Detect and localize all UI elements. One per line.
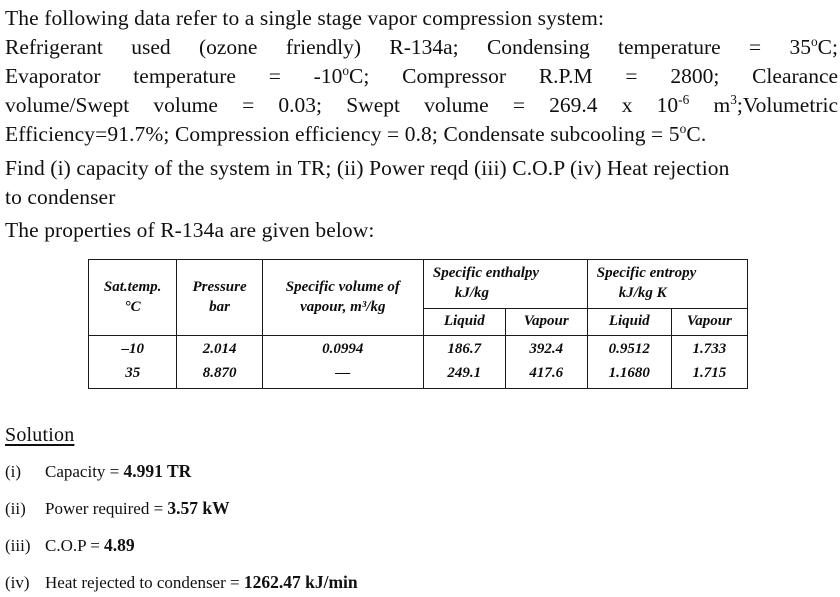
solution-item-4 [5, 574, 358, 592]
degree-superscript: o [679, 120, 687, 136]
cell-enthalpy-liquid: 186.7 [423, 335, 505, 362]
header-sat-temp-label: Sat.temp. [103, 278, 162, 295]
given-word: R-134a; [389, 35, 459, 59]
solution-item-3 [5, 537, 135, 555]
given-word: Compressor [402, 64, 507, 88]
header-specific-volume-unit: vapour, m³/kg [300, 298, 386, 315]
header-pressure [177, 260, 262, 336]
find-question-line-2: to condenser [5, 185, 116, 209]
solution-item-label: C.O.P = [45, 536, 105, 555]
header-specific-enthalpy-label: Specific enthalpy [432, 265, 540, 281]
solution-item-number: (iv) [5, 573, 30, 592]
header-specific-enthalpy-unit: kJ/kg [454, 285, 490, 302]
find-question-line-1: Find (i) capacity of the system in TR; (ii) Power reqd (iii) C.O.P (iv) Heat rejection [5, 156, 730, 180]
solution-item-answer: 4.89 [104, 535, 135, 555]
given-data-line-2 [5, 62, 839, 88]
given-temperature-value: 35$^o$C; [789, 33, 838, 59]
header-entropy-liquid: Liquid [587, 308, 671, 335]
cell-entropy-liquid: 0.9512 [587, 335, 671, 362]
solution-item-2 [5, 500, 230, 518]
given-word: 2800; [670, 64, 720, 88]
solution-item-label: Power required = [45, 499, 168, 518]
cell-specific-volume: 0.0994 [262, 335, 423, 362]
given-word: volume/Swept [5, 93, 130, 117]
header-entropy-vapour: Vapour [671, 308, 747, 335]
degree-superscript: o [342, 62, 350, 78]
given-word: volume [153, 93, 218, 117]
given-word: = [268, 64, 281, 88]
given-word: Swept [346, 93, 400, 117]
solution-heading: Solution [5, 424, 75, 446]
header-enthalpy-vapour: Vapour [505, 308, 587, 335]
header-enthalpy-liquid: Liquid [423, 308, 505, 335]
solution-item-label: Capacity = [45, 462, 124, 481]
given-word: used [131, 35, 171, 59]
cell-pressure: 8.870 [177, 362, 262, 389]
given-data-line-4: Efficiency=91.7%; Compression efficiency = 0.8; Condensate subcooling = $5^oC$. [5, 120, 707, 146]
header-pressure-unit: bar [209, 298, 230, 315]
given-word: friendly) [285, 35, 362, 59]
given-word: = [512, 93, 525, 117]
given-word: (ozone [198, 35, 258, 59]
cell-enthalpy-vapour: 392.4 [505, 335, 587, 362]
solution-item-number: (ii) [5, 499, 26, 518]
cell-entropy-vapour: 1.715 [671, 362, 747, 389]
cell-enthalpy-vapour: 417.6 [505, 362, 587, 389]
header-specific-volume-label: Specific volume of [285, 278, 400, 295]
solution-item-answer: 3.57 kW [167, 498, 230, 518]
refrigerant-properties-table [88, 259, 748, 389]
swept-volume-value: $10^{-6}$ [656, 91, 690, 117]
cell-enthalpy-liquid: 249.1 [423, 362, 505, 389]
header-pressure-label: Pressure [192, 278, 247, 295]
evaporator-temperature-value: -10$^o$C; [313, 62, 370, 88]
header-specific-entropy [587, 260, 747, 309]
header-specific-enthalpy [423, 260, 587, 309]
given-word: temperature [618, 35, 721, 59]
cell-entropy-vapour: 1.733 [671, 335, 747, 362]
given-word: 269.4 [549, 93, 598, 117]
table-header-row-main [89, 260, 748, 309]
given-data-line-3 [5, 91, 838, 117]
given-word: x [621, 93, 633, 117]
given-word: 0.03; [278, 93, 323, 117]
cell-sat-temp: –10 [89, 335, 177, 362]
given-word: R.P.M [538, 64, 593, 88]
solution-item-answer: 4.991 TR [123, 461, 192, 481]
header-sat-temp [89, 260, 177, 336]
given-word: Refrigerant [5, 35, 103, 59]
solution-item-number: (i) [5, 462, 22, 481]
given-word: Condensing [486, 35, 590, 59]
properties-intro-line: The properties of R-134a are given below: [5, 218, 375, 242]
degree-superscript: o [811, 33, 818, 49]
solution-item-label: Heat rejected to condenser = [45, 573, 244, 592]
swept-volume-unit: $m^3;Volumetric$ [713, 91, 838, 117]
given-word: Evaporator [5, 64, 101, 88]
problem-intro-line: The following data refer to a single stage vapor compression system: [5, 6, 605, 30]
header-specific-volume [262, 260, 423, 336]
solution-item-number: (iii) [5, 536, 31, 555]
given-word: = [625, 64, 638, 88]
header-specific-entropy-label: Specific entropy [596, 265, 697, 281]
table-row [89, 362, 748, 389]
table-row [89, 335, 748, 362]
given-word: = [749, 35, 762, 59]
header-sat-temp-unit: °C [124, 298, 141, 315]
exponent-superscript: -6 [678, 91, 690, 107]
given-word: = [242, 93, 255, 117]
cell-entropy-liquid: 1.1680 [587, 362, 671, 389]
cell-sat-temp: 35 [89, 362, 177, 389]
given-data-line-1 [5, 33, 838, 59]
cell-specific-volume: — [262, 362, 423, 389]
solution-item-answer: 1262.47 kJ/min [243, 572, 358, 592]
given-word: volume [424, 93, 489, 117]
given-word: temperature [133, 64, 236, 88]
header-specific-entropy-unit: kJ/kg K [618, 285, 667, 302]
solution-item-1 [5, 463, 191, 481]
cell-pressure: 2.014 [177, 335, 262, 362]
cube-superscript: 3 [730, 91, 737, 107]
given-word: Clearance [752, 64, 839, 88]
